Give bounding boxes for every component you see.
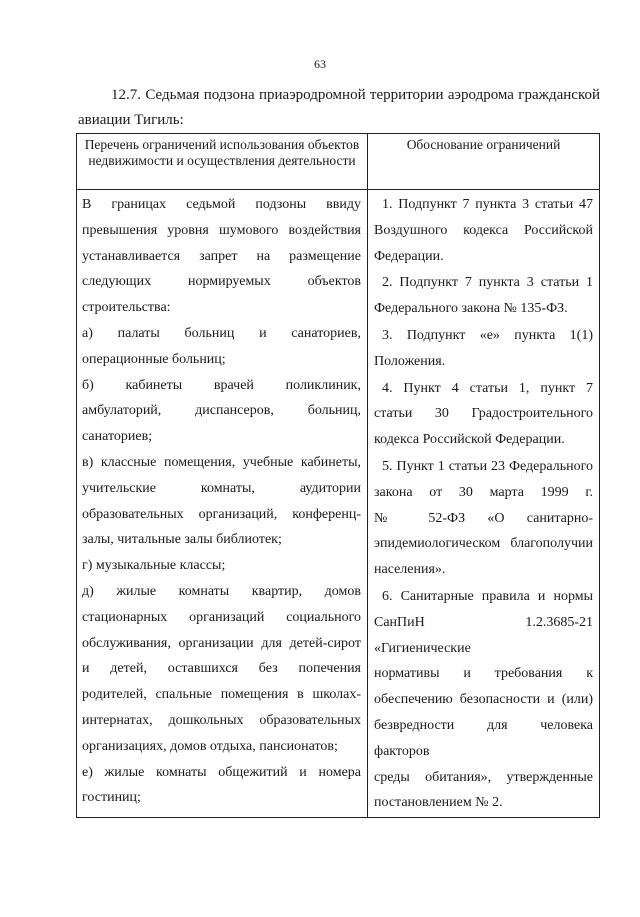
restriction-line: организациях, домов отдыха, пансионатов; bbox=[82, 738, 338, 754]
restriction-line: строительства: bbox=[82, 300, 171, 316]
restrictions-text bbox=[82, 192, 361, 811]
justification-line: кодекса Российской Федерации. bbox=[374, 432, 565, 448]
header-restrictions-list: Перечень ограничений использования объектов недвижимости и осуществления деятельности bbox=[77, 134, 368, 190]
restriction-line: е) жилые комнаты общежитий и номера bbox=[82, 764, 361, 780]
restrictions-table bbox=[76, 133, 600, 818]
header-justification: Обоснование ограничений bbox=[368, 134, 600, 190]
justification-item bbox=[374, 192, 593, 269]
justification-line: постановлением № 2. bbox=[374, 795, 503, 811]
justification-item bbox=[374, 584, 593, 816]
justification-line: безвредности для человека факторов bbox=[374, 717, 593, 759]
justification-line: 4. Пункт 4 статьи 1, пункт 7 bbox=[382, 380, 593, 396]
justification-line: населения». bbox=[374, 562, 446, 578]
page-number: 63 bbox=[314, 57, 326, 71]
restriction-line: амбулаторий, диспансеров, больниц, bbox=[82, 403, 361, 419]
justification-line: 3. Подпункт «е» пункта 1(1) bbox=[382, 327, 593, 343]
restriction-line: обслуживания, организации для детей-сирот bbox=[82, 635, 361, 651]
restriction-line: гостиниц; bbox=[82, 790, 141, 806]
justification-line: Федерального закона № 135-ФЗ. bbox=[374, 301, 568, 317]
justification-line: среды обитания», утвержденные bbox=[374, 769, 593, 785]
restriction-line: следующих нормируемых объектов bbox=[82, 274, 361, 290]
justification-line: эпидемиологическом благополучии bbox=[374, 536, 593, 552]
table-row bbox=[77, 190, 600, 818]
restriction-line: залы, читальные залы библиотек; bbox=[82, 532, 282, 548]
justification-line: СанПиН 1.2.3685-21 «Гигиенические bbox=[374, 614, 593, 656]
restriction-line: устанавливается запрет на размещение bbox=[82, 248, 361, 264]
restriction-line: В границах седьмой подзоны ввиду bbox=[82, 197, 361, 212]
justification-line: нормативы и требования к bbox=[374, 666, 593, 682]
restriction-line: д) жилые комнаты квартир, домов bbox=[82, 583, 361, 599]
justification-line: 2. Подпункт 7 пункта 3 статьи 1 bbox=[382, 275, 593, 291]
justification-line: Федерации. bbox=[374, 248, 444, 264]
section-heading bbox=[78, 83, 600, 108]
justification-line: 1. Подпункт 7 пункта 3 статьи 47 bbox=[382, 197, 593, 212]
restriction-line: стационарных организаций социального bbox=[82, 609, 361, 625]
restriction-line: б) кабинеты врачей поликлиник, bbox=[82, 377, 361, 393]
justification-line: статьи 30 Градостроительного bbox=[374, 406, 593, 422]
restriction-line: а) палаты больниц и санаториев, bbox=[82, 325, 361, 341]
restriction-line: операционные больниц; bbox=[82, 351, 226, 367]
restriction-line: интернатах, дошкольных образовательных bbox=[82, 712, 361, 728]
restriction-line: г) музыкальные классы; bbox=[82, 558, 226, 574]
justification-item bbox=[374, 270, 593, 322]
justification-item bbox=[374, 376, 593, 453]
restriction-line: в) классные помещения, учебные кабинеты, bbox=[82, 454, 361, 470]
justification-line: Воздушного кодекса Российской bbox=[374, 222, 593, 238]
restriction-line: превышения уровня шумового воздействия bbox=[82, 222, 361, 238]
justification-line: закона от 30 марта 1999 г. bbox=[374, 484, 593, 500]
justification-line: 6. Санитарные правила и нормы bbox=[382, 588, 593, 604]
justification-item bbox=[374, 454, 593, 583]
justification-line: 5. Пункт 1 статьи 23 Федерального bbox=[382, 458, 593, 474]
table-header-row bbox=[77, 134, 600, 190]
restriction-line: родителей, спальные помещения в школах- bbox=[82, 687, 361, 703]
section-heading-line-1: 12.7. Седьмая подзона приаэродромной территории аэродрома гражданской bbox=[111, 87, 600, 103]
justification-list bbox=[374, 192, 593, 816]
justification-line: обеспечению безопасности и (или) bbox=[374, 692, 593, 708]
justification-cell bbox=[368, 190, 600, 818]
restrictions-cell bbox=[77, 190, 368, 818]
justification-line: Положения. bbox=[374, 353, 446, 369]
restriction-line: учительские комнаты, аудитории bbox=[82, 480, 361, 496]
justification-line: № 52-ФЗ «О санитарно- bbox=[374, 510, 593, 526]
restriction-line: и детей, оставшихся без попечения bbox=[82, 661, 361, 677]
justification-item bbox=[374, 323, 593, 375]
section-heading-line-2: авиации Тигиль: bbox=[78, 112, 184, 128]
restriction-line: образовательных организаций, конференц- bbox=[82, 506, 361, 522]
restriction-line: санаториев; bbox=[82, 429, 153, 445]
